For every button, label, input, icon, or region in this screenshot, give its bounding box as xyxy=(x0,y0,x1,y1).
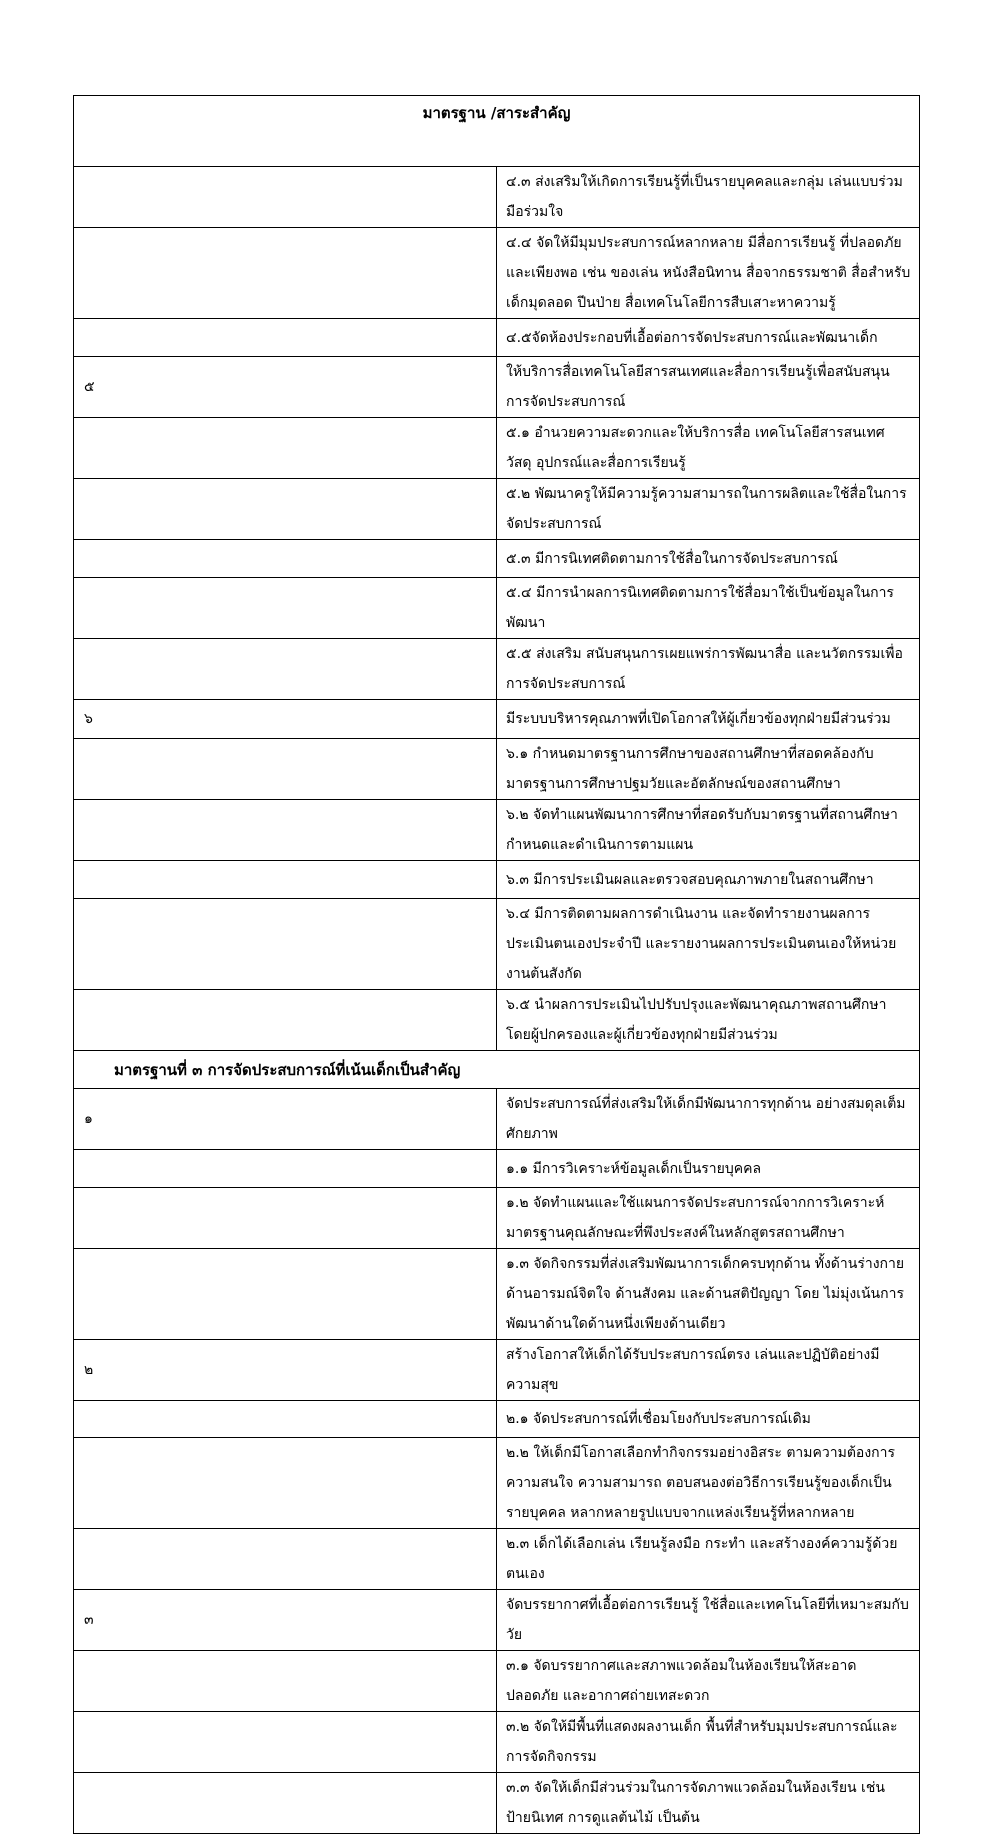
item-number xyxy=(74,479,497,540)
item-number: ๑ xyxy=(74,1089,497,1150)
table-row xyxy=(74,639,920,700)
item-text: ๑.๑ มีการวิเคราะห์ข้อมูลเด็กเป็นรายบุคคล xyxy=(497,1150,920,1188)
item-text: ๖.๒ จัดทำแผนพัฒนาการศึกษาที่สอดรับกับมาตรฐานที่สถานศึกษากำหนดและดำเนินการตามแผน xyxy=(497,800,920,861)
table-row xyxy=(74,1089,920,1150)
item-text: ๒.๑ จัดประสบการณ์ที่เชื่อมโยงกับประสบการณ์เดิม xyxy=(497,1401,920,1438)
item-text: ๕.๑ อำนวยความสะดวกและให้บริการสื่อ เทคโนโลยีสารสนเทศ วัสดุ อุปกรณ์และสื่อการเรียนรู้ xyxy=(497,418,920,479)
item-number xyxy=(74,1401,497,1438)
item-number xyxy=(74,1773,497,1834)
item-text: ๕.๓ มีการนิเทศติดตามการใช้สื่อในการจัดประสบการณ์ xyxy=(497,540,920,578)
table-row xyxy=(74,861,920,899)
table-row xyxy=(74,228,920,319)
item-text: ๖.๓ มีการประเมินผลและตรวจสอบคุณภาพภายในสถานศึกษา xyxy=(497,861,920,899)
page-title: มาตรฐาน /สาระสำคัญ xyxy=(74,96,920,167)
table-row xyxy=(74,418,920,479)
table-row xyxy=(74,800,920,861)
item-number xyxy=(74,1712,497,1773)
item-text: ๓.๒ จัดให้มีพื้นที่แสดงผลงานเด็ก พื้นที่สำหรับมุมประสบการณ์และการจัดกิจกรรม xyxy=(497,1712,920,1773)
item-text: ๔.๔ จัดให้มีมุมประสบการณ์หลากหลาย มีสื่อการเรียนรู้ ที่ปลอดภัยและเพียงพอ เช่น ของเล่น หนังสือนิทาน สื่อจากธรรมชาติ สื่อสำหรับเด็กมุดลอด ปีนป่าย สื่อเทคโนโลยีการสืบเสาะหาความรู้ xyxy=(497,228,920,319)
item-number xyxy=(74,540,497,578)
table-row xyxy=(74,1773,920,1834)
table-row xyxy=(74,319,920,357)
section-heading: มาตรฐานที่ ๓ การจัดประสบการณ์ที่เน้นเด็กเป็นสำคัญ xyxy=(74,1051,920,1089)
table-row xyxy=(74,1529,920,1590)
item-number: ๒ xyxy=(74,1340,497,1401)
standards-table xyxy=(73,95,920,1834)
item-text: ๖.๔ มีการติดตามผลการดำเนินงาน และจัดทำรายงานผลการประเมินตนเองประจำปี และรายงานผลการประเมินตนเองให้หน่วยงานต้นสังกัด xyxy=(497,899,920,990)
item-number xyxy=(74,228,497,319)
table-row xyxy=(74,1150,920,1188)
table-row xyxy=(74,1590,920,1651)
section-heading-row xyxy=(74,1051,920,1089)
item-number xyxy=(74,167,497,228)
table-row xyxy=(74,578,920,639)
item-text: ๑.๓ จัดกิจกรรมที่ส่งเสริมพัฒนาการเด็กครบทุกด้าน ทั้งด้านร่างกาย ด้านอารมณ์จิตใจ ด้านสังคม และด้านสติปัญญา โดย ไม่มุ่งเน้นการพัฒนาด้านใดด้านหนึ่งเพียงด้านเดียว xyxy=(497,1249,920,1340)
table-row xyxy=(74,167,920,228)
item-text: ๔.๓ ส่งเสริมให้เกิดการเรียนรู้ที่เป็นรายบุคคลและกลุ่ม เล่นแบบร่วมมือร่วมใจ xyxy=(497,167,920,228)
item-text: มีระบบบริหารคุณภาพที่เปิดโอกาสให้ผู้เกี่ยวข้องทุกฝ่ายมีส่วนร่วม xyxy=(497,700,920,739)
item-number xyxy=(74,578,497,639)
item-text: ๕.๔ มีการนำผลการนิเทศติดตามการใช้สื่อมาใช้เป็นข้อมูลในการพัฒนา xyxy=(497,578,920,639)
item-number xyxy=(74,319,497,357)
table-row xyxy=(74,700,920,739)
item-text: ๕.๒ พัฒนาครูให้มีความรู้ความสามารถในการผลิตและใช้สื่อในการจัดประสบการณ์ xyxy=(497,479,920,540)
table-row xyxy=(74,1438,920,1529)
table-row xyxy=(74,1340,920,1401)
item-text: ๔.๕จัดห้องประกอบที่เอื้อต่อการจัดประสบการณ์และพัฒนาเด็ก xyxy=(497,319,920,357)
table-row xyxy=(74,739,920,800)
item-number xyxy=(74,861,497,899)
item-text: จัดบรรยากาศที่เอื้อต่อการเรียนรู้ ใช้สื่อและเทคโนโลยีที่เหมาะสมกับวัย xyxy=(497,1590,920,1651)
table-row xyxy=(74,899,920,990)
item-number xyxy=(74,990,497,1051)
table-row xyxy=(74,357,920,418)
item-number xyxy=(74,739,497,800)
table-row xyxy=(74,1651,920,1712)
item-number xyxy=(74,1249,497,1340)
item-text: ๖.๕ นำผลการประเมินไปปรับปรุงและพัฒนาคุณภาพสถานศึกษา โดยผู้ปกครองและผู้เกี่ยวข้องทุกฝ่ายมีส่วนร่วม xyxy=(497,990,920,1051)
item-number xyxy=(74,418,497,479)
item-text: ๕.๕ ส่งเสริม สนับสนุนการเผยแพร่การพัฒนาสื่อ และนวัตกรรมเพื่อการจัดประสบการณ์ xyxy=(497,639,920,700)
table-row xyxy=(74,1401,920,1438)
item-text: ๑.๒ จัดทำแผนและใช้แผนการจัดประสบการณ์จากการวิเคราะห์มาตรฐานคุณลักษณะที่พึงประสงค์ในหลักสูตรสถานศึกษา xyxy=(497,1188,920,1249)
table-row xyxy=(74,1188,920,1249)
item-number xyxy=(74,639,497,700)
item-text: ๒.๒ ให้เด็กมีโอกาสเลือกทำกิจกรรมอย่างอิสระ ตามความต้องการความสนใจ ความสามารถ ตอบสนองต่อวิธีการเรียนรู้ของเด็กเป็นรายบุคคล หลากหลายรูปแบบจากแหล่งเรียนรู้ที่หลากหลาย xyxy=(497,1438,920,1529)
table-row xyxy=(74,1712,920,1773)
item-number xyxy=(74,1529,497,1590)
item-text: สร้างโอกาสให้เด็กได้รับประสบการณ์ตรง เล่นและปฏิบัติอย่างมีความสุข xyxy=(497,1340,920,1401)
item-number: ๖ xyxy=(74,700,497,739)
item-number: ๕ xyxy=(74,357,497,418)
table-row xyxy=(74,990,920,1051)
item-text: ๓.๓ จัดให้เด็กมีส่วนร่วมในการจัดภาพแวดล้อมในห้องเรียน เช่น ป้ายนิเทศ การดูแลต้นไม้ เป็นต้น xyxy=(497,1773,920,1834)
item-text: ๖.๑ กำหนดมาตรฐานการศึกษาของสถานศึกษาที่สอดคล้องกับมาตรฐานการศึกษาปฐมวัยและอัตลักษณ์ของสถานศึกษา xyxy=(497,739,920,800)
table-body xyxy=(74,96,920,1834)
item-text: ๓.๑ จัดบรรยากาศและสภาพแวดล้อมในห้องเรียนให้สะอาด ปลอดภัย และอากาศถ่ายเทสะดวก xyxy=(497,1651,920,1712)
item-text: ๒.๓ เด็กได้เลือกเล่น เรียนรู้ลงมือ กระทำ และสร้างองค์ความรู้ด้วยตนเอง xyxy=(497,1529,920,1590)
item-text: จัดประสบการณ์ที่ส่งเสริมให้เด็กมีพัฒนาการทุกด้าน อย่างสมดุลเต็มศักยภาพ xyxy=(497,1089,920,1150)
item-number xyxy=(74,899,497,990)
table-row xyxy=(74,479,920,540)
item-number xyxy=(74,800,497,861)
item-number xyxy=(74,1188,497,1249)
item-number: ๓ xyxy=(74,1590,497,1651)
item-number xyxy=(74,1438,497,1529)
table-row xyxy=(74,540,920,578)
item-text: ให้บริการสื่อเทคโนโลยีสารสนเทศและสื่อการเรียนรู้เพื่อสนับสนุนการจัดประสบการณ์ xyxy=(497,357,920,418)
header-row xyxy=(74,96,920,167)
item-number xyxy=(74,1150,497,1188)
item-number xyxy=(74,1651,497,1712)
table-row xyxy=(74,1249,920,1340)
